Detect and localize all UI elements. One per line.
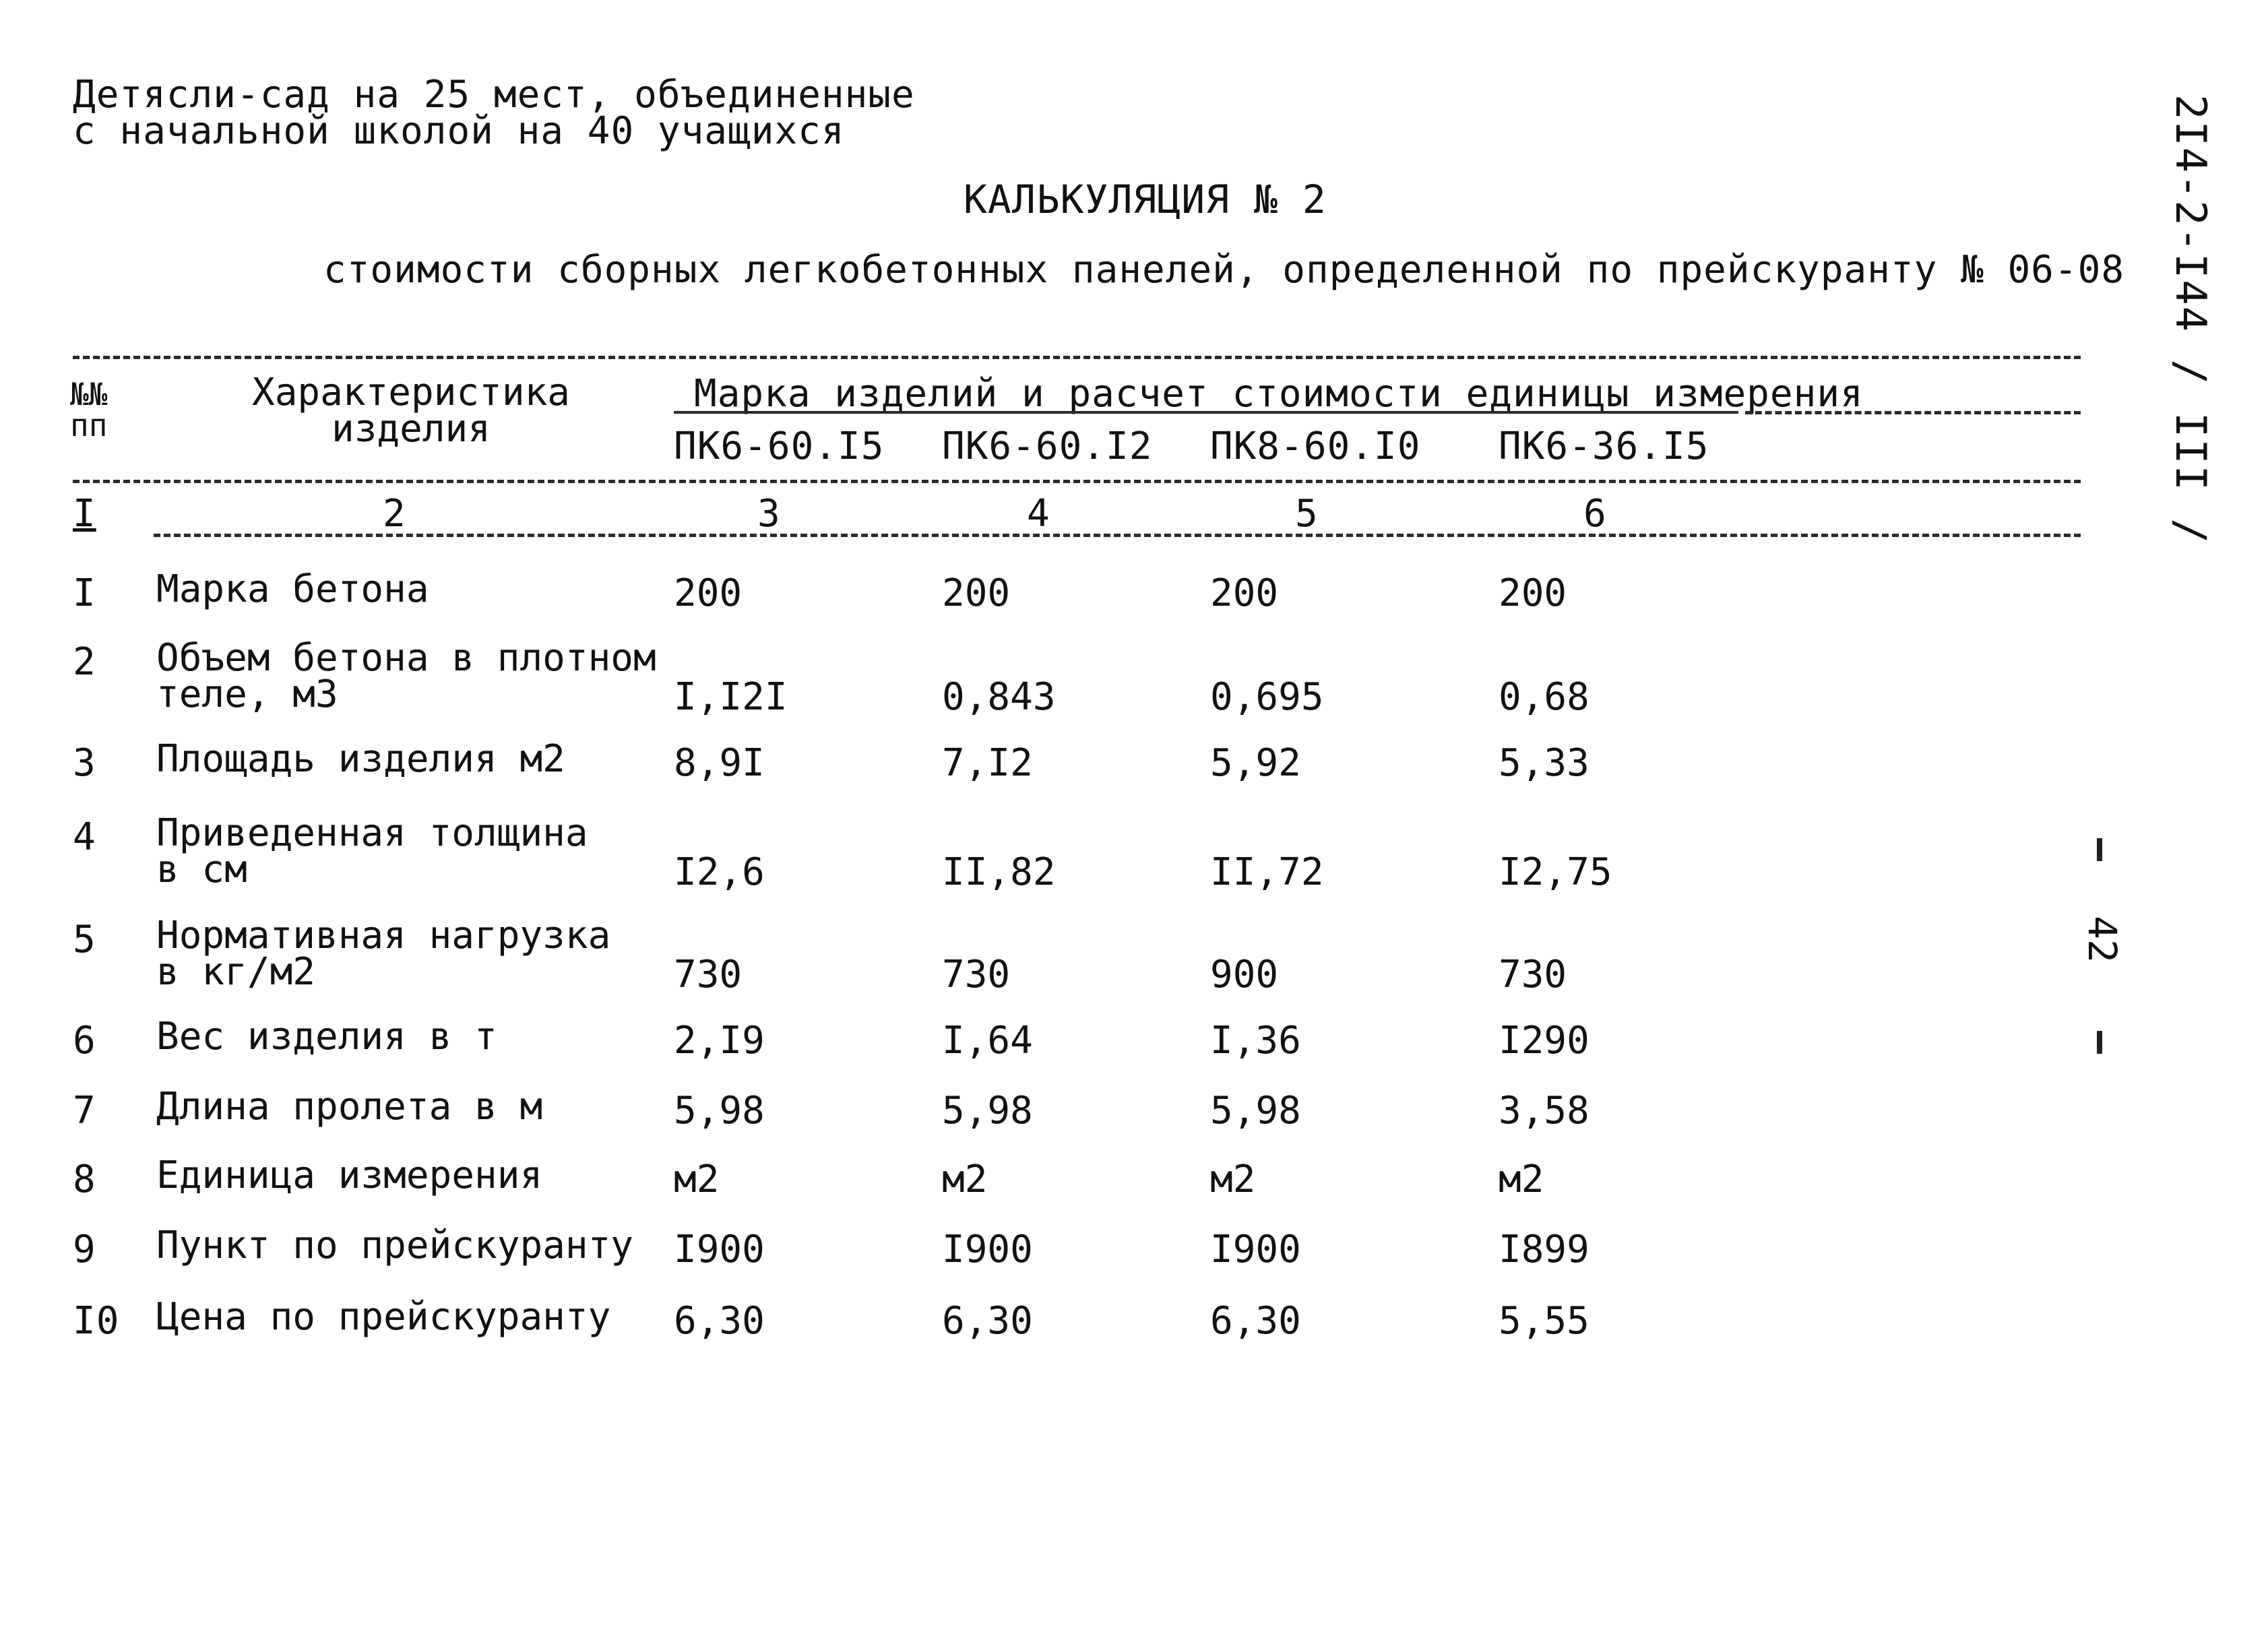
column-number: 2 bbox=[383, 492, 406, 536]
product-column-header: ПК6-60.I2 bbox=[942, 424, 1153, 468]
table-cell: 5,98 bbox=[1210, 1089, 1301, 1133]
table-cell: I290 bbox=[1499, 1019, 1589, 1063]
product-column-header: ПК6-60.I5 bbox=[674, 424, 885, 468]
table-cell: I2,75 bbox=[1499, 850, 1612, 894]
row-number: 6 bbox=[73, 1019, 96, 1063]
table-top-rule bbox=[73, 356, 2081, 359]
table-cell: 900 bbox=[1210, 953, 1279, 997]
table-cell: 5,55 bbox=[1499, 1299, 1589, 1343]
table-cell: 200 bbox=[1210, 571, 1279, 615]
table-cell: 8,9I bbox=[674, 741, 765, 785]
document-subtitle: стоимости сборных легкобетонных панелей, определенной по прейскуранту № 06-08 bbox=[323, 248, 2125, 292]
row-number: I bbox=[73, 571, 96, 615]
group-header: Марка изделий и расчет стоимости единицы измерения bbox=[694, 372, 1864, 416]
row-number: 4 bbox=[73, 815, 96, 859]
table-cell: 0,843 bbox=[942, 675, 1056, 719]
product-column-header: ПК8-60.I0 bbox=[1210, 424, 1421, 468]
header-bottom-rule bbox=[73, 480, 2081, 483]
page-number: 42 bbox=[2079, 916, 2125, 963]
table-cell: I,36 bbox=[1210, 1019, 1301, 1063]
table-cell: 2,I9 bbox=[674, 1019, 765, 1063]
table-cell: II,82 bbox=[942, 850, 1056, 894]
row-number: 5 bbox=[73, 918, 96, 961]
row-characteristic: Цена по прейскуранту bbox=[156, 1295, 611, 1339]
group-header-rule-tail bbox=[1745, 411, 2081, 414]
table-cell: 6,30 bbox=[942, 1299, 1033, 1343]
table-cell: I2,6 bbox=[674, 850, 765, 894]
header-line-2: с начальной школой на 40 учащихся bbox=[73, 109, 845, 153]
row-characteristic: Единица измерения bbox=[156, 1154, 543, 1197]
table-cell: 0,68 bbox=[1499, 675, 1589, 719]
row-characteristic: Приведенная толщина в см bbox=[156, 811, 588, 891]
row-number: 2 bbox=[73, 640, 96, 684]
table-cell: I900 bbox=[1210, 1228, 1301, 1271]
column-number: 6 bbox=[1583, 492, 1607, 536]
row-characteristic: Объем бетона в плотном теле, м3 bbox=[156, 636, 656, 716]
margin-tick bbox=[2097, 1031, 2102, 1054]
table-cell: I,64 bbox=[942, 1019, 1033, 1063]
side-document-code: 2I4-2-I44 / III / bbox=[2166, 94, 2215, 545]
column-numbers-rule bbox=[154, 534, 2081, 537]
column-number: 3 bbox=[757, 492, 781, 536]
row-number: 8 bbox=[73, 1158, 96, 1201]
table-cell: 5,98 bbox=[942, 1089, 1033, 1133]
table-cell: 200 bbox=[942, 571, 1011, 615]
row-characteristic: Марка бетона bbox=[156, 567, 429, 611]
document-title: КАЛЬКУЛЯЦИЯ № 2 bbox=[964, 177, 1327, 222]
table-cell: I900 bbox=[942, 1228, 1033, 1271]
table-cell: 0,695 bbox=[1210, 675, 1324, 719]
table-cell: м2 bbox=[674, 1158, 720, 1201]
row-characteristic: Длина пролета в м bbox=[156, 1085, 543, 1129]
table-cell: 7,I2 bbox=[942, 741, 1033, 785]
row-characteristic: Площадь изделия м2 bbox=[156, 737, 565, 781]
row-number: 9 bbox=[73, 1228, 96, 1271]
table-cell: м2 bbox=[1210, 1158, 1256, 1201]
column-number: I bbox=[73, 492, 96, 536]
header-line-1: Детясли-сад на 25 мест, объединенные bbox=[73, 73, 915, 117]
column-number: 4 bbox=[1027, 492, 1050, 536]
col-number-header: №№ пп bbox=[70, 376, 108, 443]
table-cell: 730 bbox=[674, 953, 743, 997]
table-cell: 6,30 bbox=[1210, 1299, 1301, 1343]
column-number: 5 bbox=[1295, 492, 1319, 536]
table-cell: 5,98 bbox=[674, 1089, 765, 1133]
table-cell: м2 bbox=[1499, 1158, 1544, 1201]
table-cell: I900 bbox=[674, 1228, 765, 1271]
row-characteristic: Пункт по прейскуранту bbox=[156, 1224, 634, 1267]
table-cell: II,72 bbox=[1210, 850, 1324, 894]
table-cell: I,I2I bbox=[674, 675, 788, 719]
table-cell: 200 bbox=[674, 571, 743, 615]
margin-tick bbox=[2097, 838, 2102, 861]
table-cell: I899 bbox=[1499, 1228, 1589, 1271]
row-characteristic: Нормативная нагрузка в кг/м2 bbox=[156, 914, 611, 994]
row-characteristic: Вес изделия в т bbox=[156, 1015, 497, 1059]
table-cell: 200 bbox=[1499, 571, 1567, 615]
table-cell: 3,58 bbox=[1499, 1089, 1589, 1133]
table-cell: 730 bbox=[1499, 953, 1567, 997]
col-characteristic-header: Характеристика изделия bbox=[251, 371, 570, 451]
row-number: I0 bbox=[73, 1299, 120, 1343]
table-cell: 5,33 bbox=[1499, 741, 1589, 785]
table-cell: 5,92 bbox=[1210, 741, 1301, 785]
table-cell: 6,30 bbox=[674, 1299, 765, 1343]
table-cell: 730 bbox=[942, 953, 1011, 997]
table-cell: м2 bbox=[942, 1158, 988, 1201]
group-header-underline bbox=[674, 411, 1738, 414]
row-number: 7 bbox=[73, 1089, 96, 1133]
row-number: 3 bbox=[73, 741, 96, 785]
product-column-header: ПК6-36.I5 bbox=[1499, 424, 1709, 468]
